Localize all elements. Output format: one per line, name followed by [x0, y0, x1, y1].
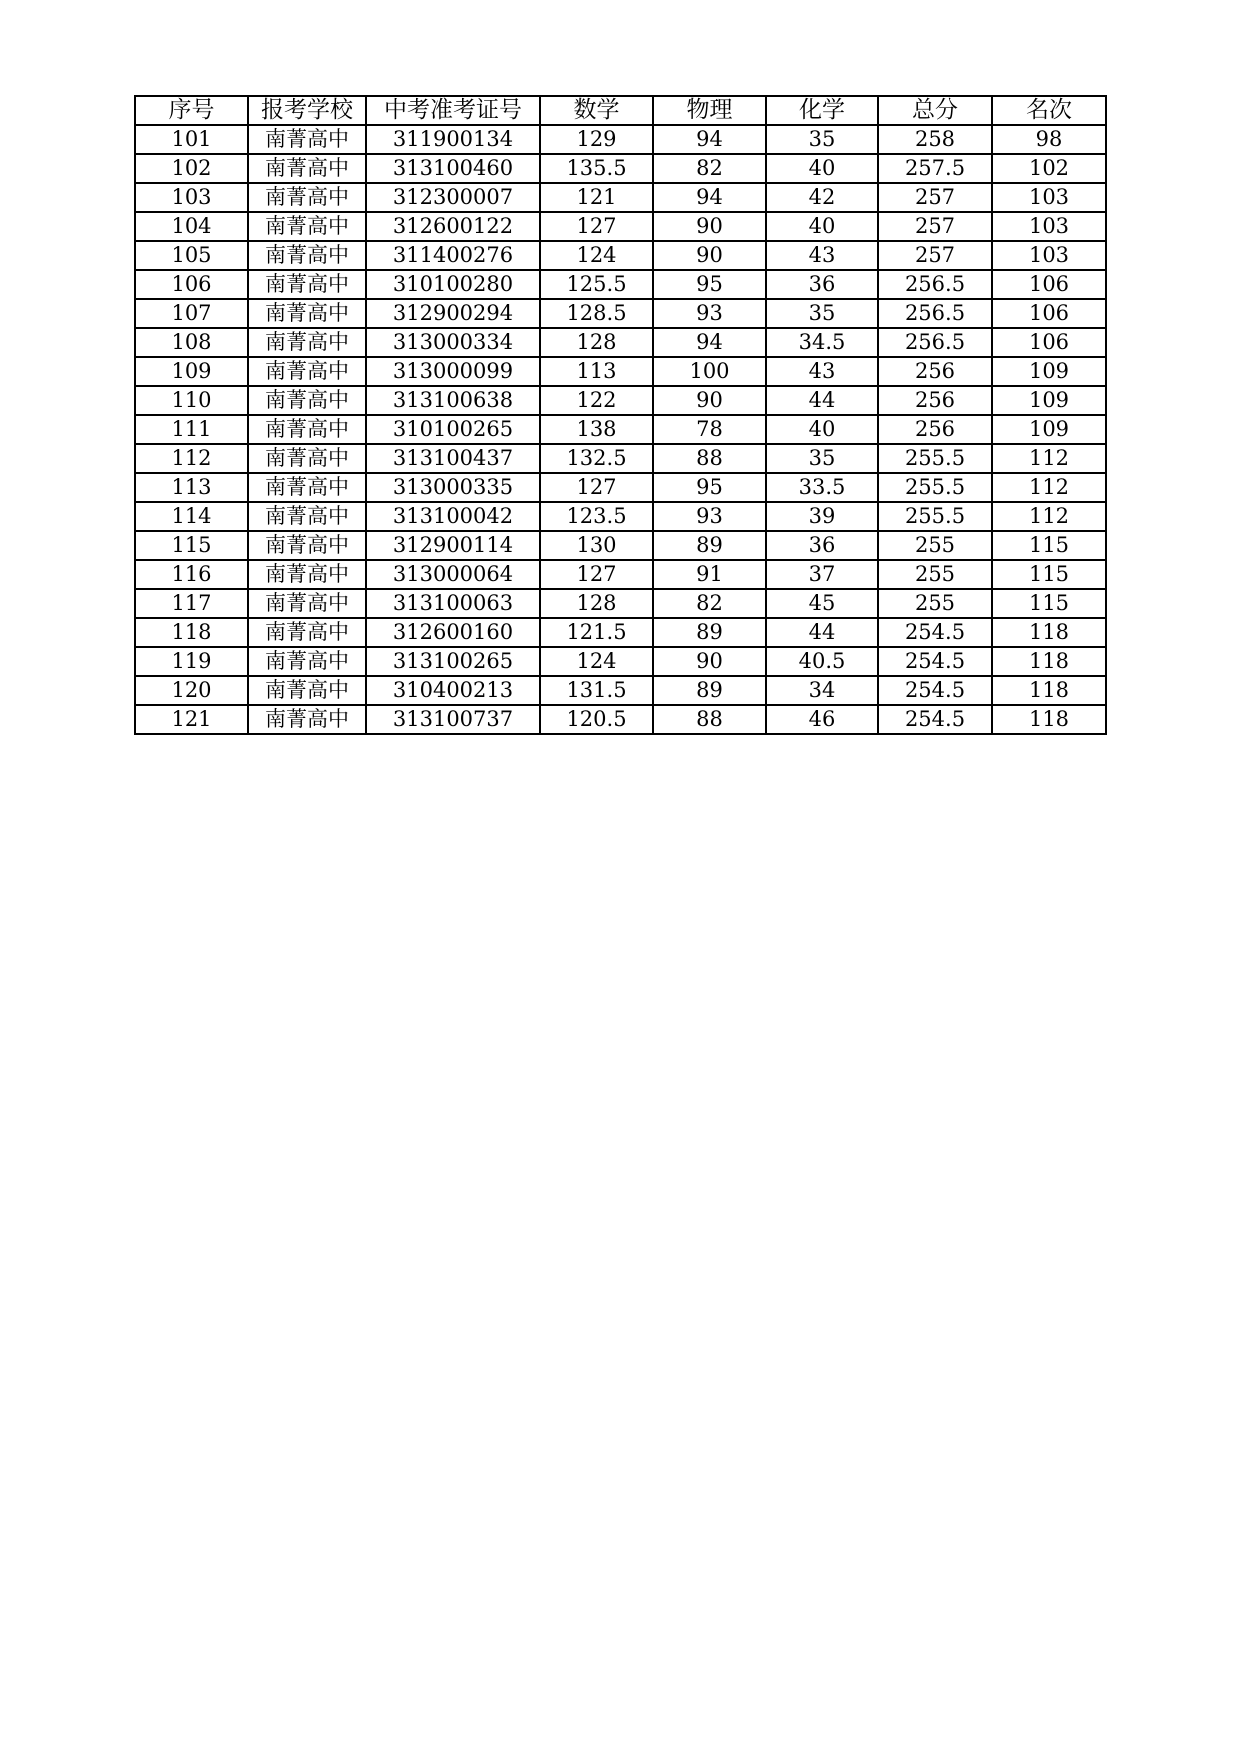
physics-cell: 78 [653, 415, 766, 444]
math-cell: 127 [540, 473, 653, 502]
total-cell: 256 [878, 415, 992, 444]
math-cell: 127 [540, 560, 653, 589]
chemistry-cell: 35 [766, 299, 878, 328]
header-cell: 化学 [766, 96, 878, 125]
total-cell: 254.5 [878, 618, 992, 647]
school-cell: 南菁高中 [248, 473, 366, 502]
total-cell: 255.5 [878, 444, 992, 473]
exam-id-cell: 313100063 [366, 589, 540, 618]
rank-cell: 106 [992, 328, 1106, 357]
exam-id-cell: 311400276 [366, 241, 540, 270]
seq-cell: 115 [135, 531, 248, 560]
rank-cell: 98 [992, 125, 1106, 154]
total-cell: 256.5 [878, 270, 992, 299]
rank-cell: 115 [992, 560, 1106, 589]
exam-id-cell: 310400213 [366, 676, 540, 705]
physics-cell: 89 [653, 676, 766, 705]
seq-cell: 108 [135, 328, 248, 357]
chemistry-cell: 44 [766, 618, 878, 647]
exam-id-cell: 310100265 [366, 415, 540, 444]
table-row [135, 618, 1106, 647]
header-cell: 中考准考证号 [366, 96, 540, 125]
table-row [135, 415, 1106, 444]
total-cell: 256.5 [878, 328, 992, 357]
table-row [135, 125, 1106, 154]
header-cell: 报考学校 [248, 96, 366, 125]
chemistry-cell: 33.5 [766, 473, 878, 502]
total-cell: 257 [878, 212, 992, 241]
rank-cell: 118 [992, 705, 1106, 734]
exam-id-cell: 313100437 [366, 444, 540, 473]
chemistry-cell: 43 [766, 357, 878, 386]
math-cell: 129 [540, 125, 653, 154]
physics-cell: 90 [653, 647, 766, 676]
rank-cell: 112 [992, 502, 1106, 531]
school-cell: 南菁高中 [248, 589, 366, 618]
rank-cell: 118 [992, 676, 1106, 705]
exam-id-cell: 313000099 [366, 357, 540, 386]
physics-cell: 82 [653, 589, 766, 618]
chemistry-cell: 35 [766, 125, 878, 154]
rank-cell: 106 [992, 270, 1106, 299]
school-cell: 南菁高中 [248, 531, 366, 560]
table-row [135, 299, 1106, 328]
chemistry-cell: 40 [766, 415, 878, 444]
exam-id-cell: 312900294 [366, 299, 540, 328]
chemistry-cell: 36 [766, 531, 878, 560]
seq-cell: 116 [135, 560, 248, 589]
chemistry-cell: 35 [766, 444, 878, 473]
school-cell: 南菁高中 [248, 386, 366, 415]
exam-id-cell: 310100280 [366, 270, 540, 299]
math-cell: 121 [540, 183, 653, 212]
math-cell: 121.5 [540, 618, 653, 647]
chemistry-cell: 40 [766, 154, 878, 183]
school-cell: 南菁高中 [248, 618, 366, 647]
seq-cell: 105 [135, 241, 248, 270]
table-row [135, 647, 1106, 676]
school-cell: 南菁高中 [248, 212, 366, 241]
table-header-row [135, 96, 1106, 125]
physics-cell: 94 [653, 328, 766, 357]
math-cell: 130 [540, 531, 653, 560]
exam-id-cell: 313100265 [366, 647, 540, 676]
chemistry-cell: 45 [766, 589, 878, 618]
total-cell: 254.5 [878, 647, 992, 676]
seq-cell: 117 [135, 589, 248, 618]
header-cell: 总分 [878, 96, 992, 125]
math-cell: 128.5 [540, 299, 653, 328]
rank-cell: 103 [992, 212, 1106, 241]
exam-id-cell: 312900114 [366, 531, 540, 560]
physics-cell: 100 [653, 357, 766, 386]
total-cell: 256 [878, 357, 992, 386]
school-cell: 南菁高中 [248, 444, 366, 473]
math-cell: 122 [540, 386, 653, 415]
table-row [135, 676, 1106, 705]
seq-cell: 118 [135, 618, 248, 647]
physics-cell: 93 [653, 299, 766, 328]
table-row [135, 241, 1106, 270]
chemistry-cell: 40 [766, 212, 878, 241]
total-cell: 255.5 [878, 473, 992, 502]
chemistry-cell: 40.5 [766, 647, 878, 676]
chemistry-cell: 44 [766, 386, 878, 415]
exam-id-cell: 313000335 [366, 473, 540, 502]
seq-cell: 113 [135, 473, 248, 502]
table-row [135, 386, 1106, 415]
rank-cell: 109 [992, 386, 1106, 415]
chemistry-cell: 39 [766, 502, 878, 531]
school-cell: 南菁高中 [248, 241, 366, 270]
school-cell: 南菁高中 [248, 357, 366, 386]
physics-cell: 88 [653, 705, 766, 734]
total-cell: 256 [878, 386, 992, 415]
header-cell: 名次 [992, 96, 1106, 125]
total-cell: 255.5 [878, 502, 992, 531]
school-cell: 南菁高中 [248, 183, 366, 212]
rank-cell: 103 [992, 183, 1106, 212]
school-cell: 南菁高中 [248, 705, 366, 734]
header-cell: 数学 [540, 96, 653, 125]
physics-cell: 95 [653, 473, 766, 502]
exam-id-cell: 312600122 [366, 212, 540, 241]
total-cell: 257 [878, 241, 992, 270]
school-cell: 南菁高中 [248, 415, 366, 444]
seq-cell: 120 [135, 676, 248, 705]
exam-id-cell: 313000064 [366, 560, 540, 589]
math-cell: 135.5 [540, 154, 653, 183]
total-cell: 258 [878, 125, 992, 154]
seq-cell: 106 [135, 270, 248, 299]
math-cell: 131.5 [540, 676, 653, 705]
chemistry-cell: 43 [766, 241, 878, 270]
school-cell: 南菁高中 [248, 647, 366, 676]
seq-cell: 111 [135, 415, 248, 444]
header-cell: 序号 [135, 96, 248, 125]
math-cell: 128 [540, 589, 653, 618]
physics-cell: 89 [653, 618, 766, 647]
exam-id-cell: 313000334 [366, 328, 540, 357]
table-row [135, 560, 1106, 589]
table-row [135, 328, 1106, 357]
math-cell: 113 [540, 357, 653, 386]
score-table [134, 95, 1107, 735]
total-cell: 257 [878, 183, 992, 212]
rank-cell: 109 [992, 357, 1106, 386]
physics-cell: 90 [653, 212, 766, 241]
school-cell: 南菁高中 [248, 502, 366, 531]
total-cell: 254.5 [878, 676, 992, 705]
total-cell: 255 [878, 560, 992, 589]
rank-cell: 103 [992, 241, 1106, 270]
rank-cell: 102 [992, 154, 1106, 183]
rank-cell: 106 [992, 299, 1106, 328]
table-row [135, 154, 1106, 183]
chemistry-cell: 36 [766, 270, 878, 299]
chemistry-cell: 34 [766, 676, 878, 705]
seq-cell: 119 [135, 647, 248, 676]
header-cell: 物理 [653, 96, 766, 125]
table-row [135, 357, 1106, 386]
physics-cell: 88 [653, 444, 766, 473]
table-row [135, 212, 1106, 241]
total-cell: 257.5 [878, 154, 992, 183]
seq-cell: 103 [135, 183, 248, 212]
chemistry-cell: 37 [766, 560, 878, 589]
math-cell: 120.5 [540, 705, 653, 734]
seq-cell: 121 [135, 705, 248, 734]
rank-cell: 115 [992, 531, 1106, 560]
physics-cell: 91 [653, 560, 766, 589]
exam-id-cell: 313100460 [366, 154, 540, 183]
seq-cell: 110 [135, 386, 248, 415]
total-cell: 254.5 [878, 705, 992, 734]
rank-cell: 118 [992, 647, 1106, 676]
math-cell: 124 [540, 241, 653, 270]
rank-cell: 112 [992, 444, 1106, 473]
math-cell: 124 [540, 647, 653, 676]
math-cell: 138 [540, 415, 653, 444]
school-cell: 南菁高中 [248, 328, 366, 357]
rank-cell: 109 [992, 415, 1106, 444]
math-cell: 127 [540, 212, 653, 241]
physics-cell: 89 [653, 531, 766, 560]
table-row [135, 589, 1106, 618]
total-cell: 256.5 [878, 299, 992, 328]
table-row [135, 473, 1106, 502]
school-cell: 南菁高中 [248, 560, 366, 589]
school-cell: 南菁高中 [248, 676, 366, 705]
score-sheet [134, 95, 1107, 735]
physics-cell: 82 [653, 154, 766, 183]
physics-cell: 94 [653, 183, 766, 212]
exam-id-cell: 313100737 [366, 705, 540, 734]
seq-cell: 109 [135, 357, 248, 386]
math-cell: 123.5 [540, 502, 653, 531]
table-row [135, 444, 1106, 473]
table-body [135, 125, 1106, 734]
seq-cell: 104 [135, 212, 248, 241]
total-cell: 255 [878, 589, 992, 618]
seq-cell: 107 [135, 299, 248, 328]
exam-id-cell: 312600160 [366, 618, 540, 647]
table-row [135, 502, 1106, 531]
seq-cell: 101 [135, 125, 248, 154]
table-row [135, 531, 1106, 560]
exam-id-cell: 311900134 [366, 125, 540, 154]
physics-cell: 93 [653, 502, 766, 531]
rank-cell: 115 [992, 589, 1106, 618]
table-row [135, 183, 1106, 212]
seq-cell: 102 [135, 154, 248, 183]
chemistry-cell: 34.5 [766, 328, 878, 357]
physics-cell: 94 [653, 125, 766, 154]
seq-cell: 112 [135, 444, 248, 473]
rank-cell: 112 [992, 473, 1106, 502]
rank-cell: 118 [992, 618, 1106, 647]
exam-id-cell: 313100042 [366, 502, 540, 531]
math-cell: 132.5 [540, 444, 653, 473]
school-cell: 南菁高中 [248, 299, 366, 328]
exam-id-cell: 312300007 [366, 183, 540, 212]
school-cell: 南菁高中 [248, 125, 366, 154]
physics-cell: 90 [653, 386, 766, 415]
school-cell: 南菁高中 [248, 270, 366, 299]
exam-id-cell: 313100638 [366, 386, 540, 415]
physics-cell: 90 [653, 241, 766, 270]
seq-cell: 114 [135, 502, 248, 531]
chemistry-cell: 42 [766, 183, 878, 212]
chemistry-cell: 46 [766, 705, 878, 734]
school-cell: 南菁高中 [248, 154, 366, 183]
total-cell: 255 [878, 531, 992, 560]
math-cell: 125.5 [540, 270, 653, 299]
table-row [135, 705, 1106, 734]
table-row [135, 270, 1106, 299]
math-cell: 128 [540, 328, 653, 357]
physics-cell: 95 [653, 270, 766, 299]
